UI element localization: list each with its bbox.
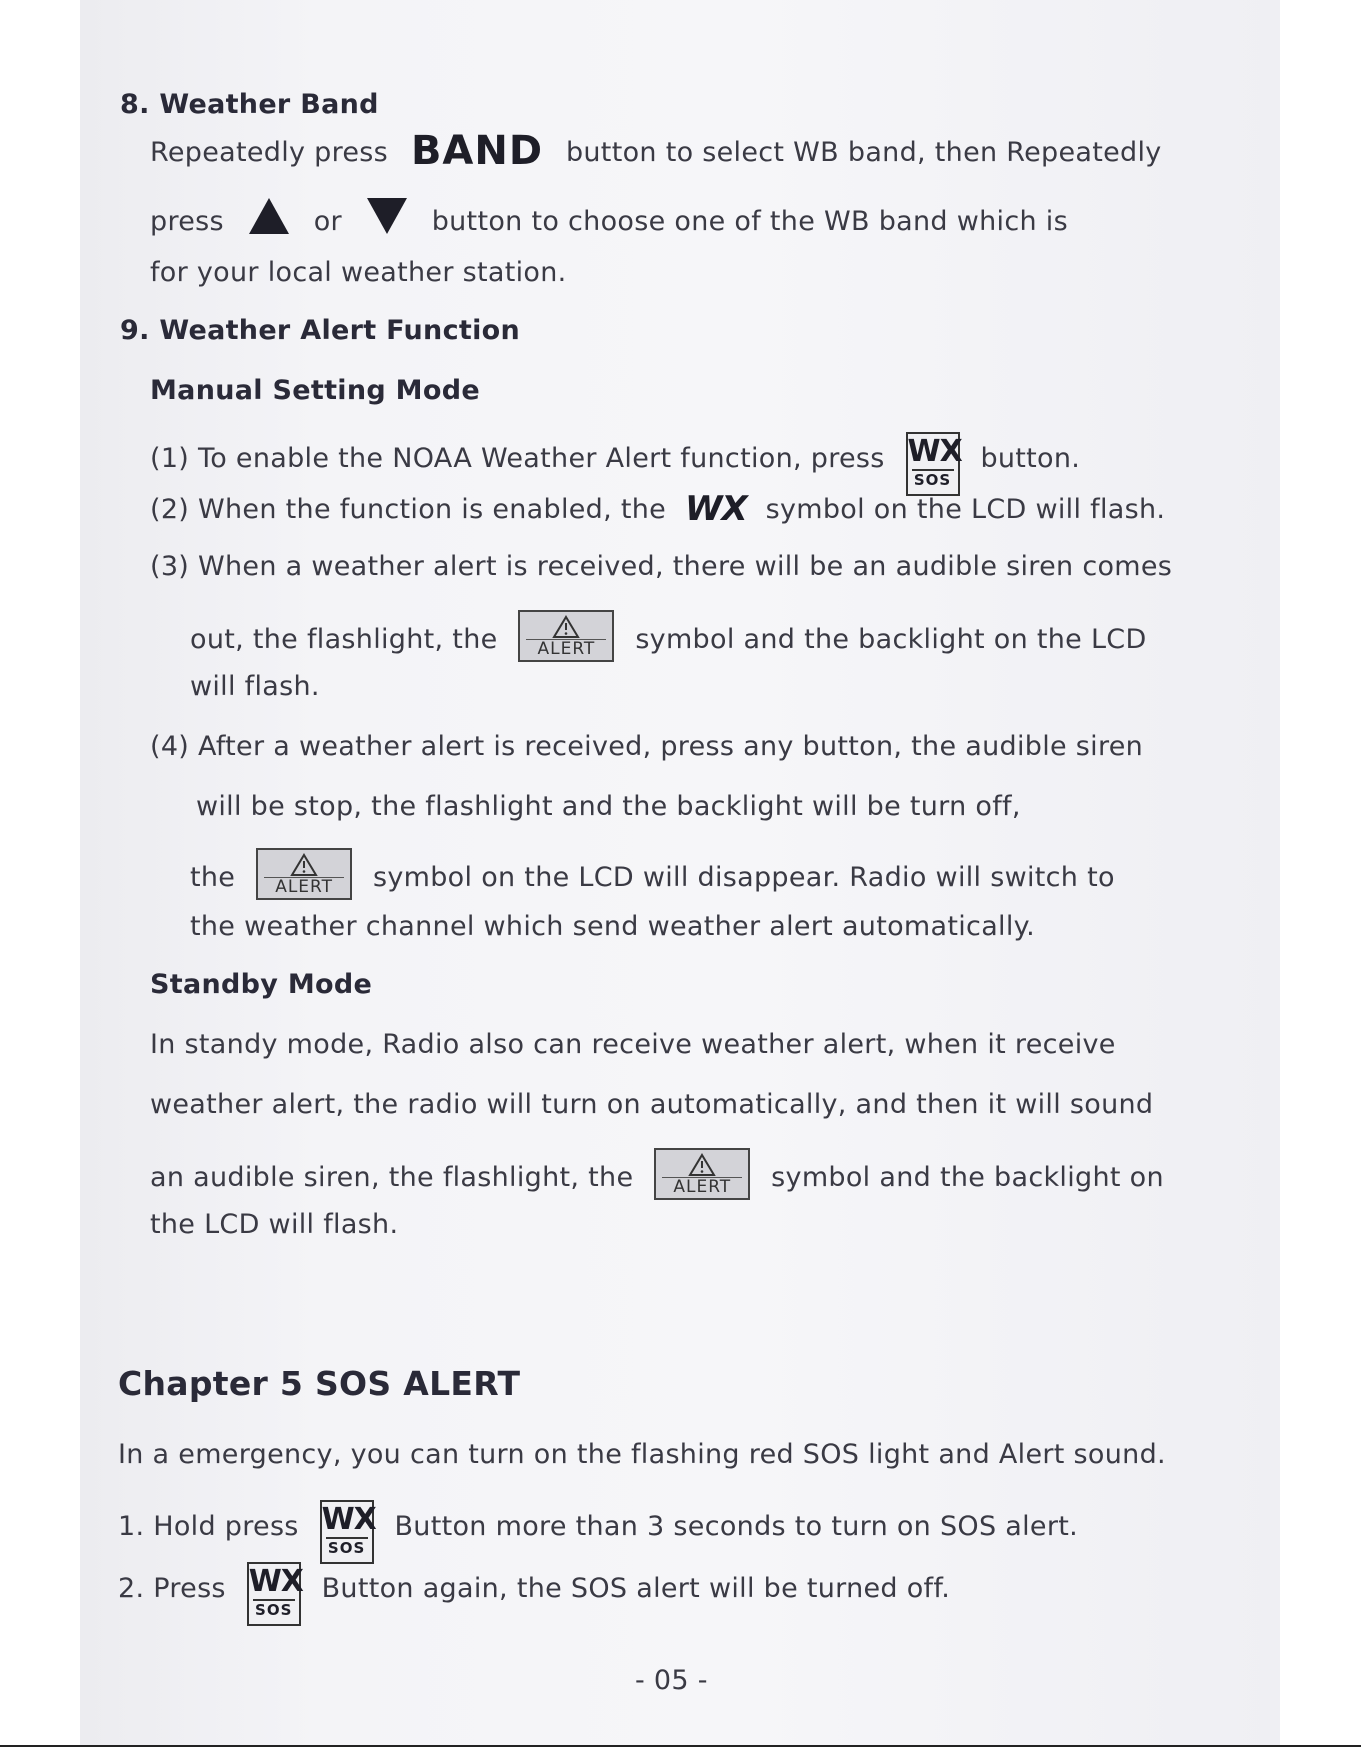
down-arrow-icon bbox=[365, 196, 409, 236]
alert-symbol-icon bbox=[518, 610, 614, 662]
step-2-text: 2. Press bbox=[118, 1573, 226, 1604]
alert-label: ALERT bbox=[526, 639, 606, 658]
item-1 bbox=[150, 432, 1080, 496]
standby-mode-heading: Standby Mode bbox=[150, 969, 373, 1000]
item-1-end: button. bbox=[980, 443, 1081, 474]
standby-3-end: symbol and the backlight on bbox=[771, 1162, 1164, 1193]
sos-label: SOS bbox=[253, 1599, 295, 1618]
wx-sos-button-icon bbox=[906, 432, 960, 496]
item-4-line-4: the weather channel which send weather alert automatically. bbox=[190, 911, 1035, 942]
item-4c-end: symbol on the LCD will disappear. Radio will switch to bbox=[373, 862, 1115, 893]
step-1-text: 1. Hold press bbox=[118, 1511, 299, 1542]
wx-label: WX bbox=[907, 434, 962, 469]
s8-or: or bbox=[313, 206, 342, 237]
chapter-5-title: Chapter 5 SOS ALERT bbox=[118, 1364, 521, 1403]
s8-line-2a: press bbox=[150, 206, 224, 237]
step-1-end: Button more than 3 seconds to turn on SOS alert. bbox=[394, 1511, 1079, 1542]
item-3-line-3: will flash. bbox=[190, 671, 320, 702]
wx-sos-button-icon bbox=[320, 1500, 374, 1564]
item-3: (3) When a weather alert is received, there will be an audible siren comes bbox=[150, 551, 1173, 582]
wx-label: WX bbox=[248, 1564, 303, 1599]
standby-line-1: In standy mode, Radio also can receive weather alert, when it receive bbox=[150, 1029, 1116, 1060]
step-2-end: Button again, the SOS alert will be turned off. bbox=[321, 1573, 951, 1604]
item-4-line-3 bbox=[190, 848, 1115, 900]
sos-step-1 bbox=[118, 1500, 1078, 1564]
item-3b-text: out, the flashlight, the bbox=[190, 624, 498, 655]
sos-label: SOS bbox=[912, 469, 954, 488]
alert-label: ALERT bbox=[264, 877, 344, 896]
chapter-5-intro: In a emergency, you can turn on the flashing red SOS light and Alert sound. bbox=[118, 1439, 1166, 1470]
item-4: (4) After a weather alert is received, press any button, the audible siren bbox=[150, 731, 1144, 762]
wx-label: WX bbox=[321, 1502, 376, 1537]
standby-line-4: the LCD will flash. bbox=[150, 1209, 399, 1240]
sos-step-2 bbox=[118, 1562, 950, 1626]
page-number: - 05 - bbox=[635, 1665, 708, 1696]
manual-mode-heading: Manual Setting Mode bbox=[150, 375, 480, 406]
bottom-edge bbox=[0, 1745, 1361, 1763]
section-8-heading: 8. Weather Band bbox=[120, 89, 379, 120]
item-2-end: symbol on the LCD will flash. bbox=[765, 494, 1166, 525]
alert-symbol-icon bbox=[256, 848, 352, 900]
item-3b-end: symbol and the backlight on the LCD bbox=[635, 624, 1147, 655]
s8-line-2 bbox=[150, 196, 1068, 239]
warning-triangle-icon bbox=[552, 615, 580, 639]
wx-sos-button-icon bbox=[247, 1562, 301, 1626]
item-2-text: (2) When the function is enabled, the bbox=[150, 494, 667, 525]
standby-line-3 bbox=[150, 1148, 1164, 1200]
warning-triangle-icon bbox=[688, 1153, 716, 1177]
item-4c-text: the bbox=[190, 862, 236, 893]
item-4-line-2: will be stop, the flashlight and the backlight will be turn off, bbox=[196, 791, 1021, 822]
standby-line-2: weather alert, the radio will turn on automatically, and then it will sound bbox=[150, 1089, 1154, 1120]
band-button-label: BAND bbox=[410, 128, 544, 174]
standby-3-text: an audible siren, the flashlight, the bbox=[150, 1162, 634, 1193]
wx-symbol-icon: WX bbox=[685, 489, 747, 529]
s8-line-1a: Repeatedly press bbox=[150, 137, 389, 168]
s8-line-1 bbox=[150, 128, 1162, 174]
warning-triangle-icon bbox=[290, 853, 318, 877]
item-3-line-2 bbox=[190, 610, 1147, 662]
alert-symbol-icon bbox=[654, 1148, 750, 1200]
manual-page bbox=[80, 0, 1280, 1745]
s8-line-1b: button to select WB band, then Repeatedly bbox=[565, 137, 1162, 168]
alert-label: ALERT bbox=[662, 1177, 742, 1196]
s8-line-2b: button to choose one of the WB band which is bbox=[431, 206, 1068, 237]
sos-label: SOS bbox=[326, 1537, 368, 1556]
item-2 bbox=[150, 489, 1166, 529]
up-arrow-icon bbox=[247, 196, 291, 236]
s8-line-3: for your local weather station. bbox=[150, 257, 567, 288]
item-1-text: (1) To enable the NOAA Weather Alert function, press bbox=[150, 443, 885, 474]
section-9-heading: 9. Weather Alert Function bbox=[120, 315, 521, 346]
